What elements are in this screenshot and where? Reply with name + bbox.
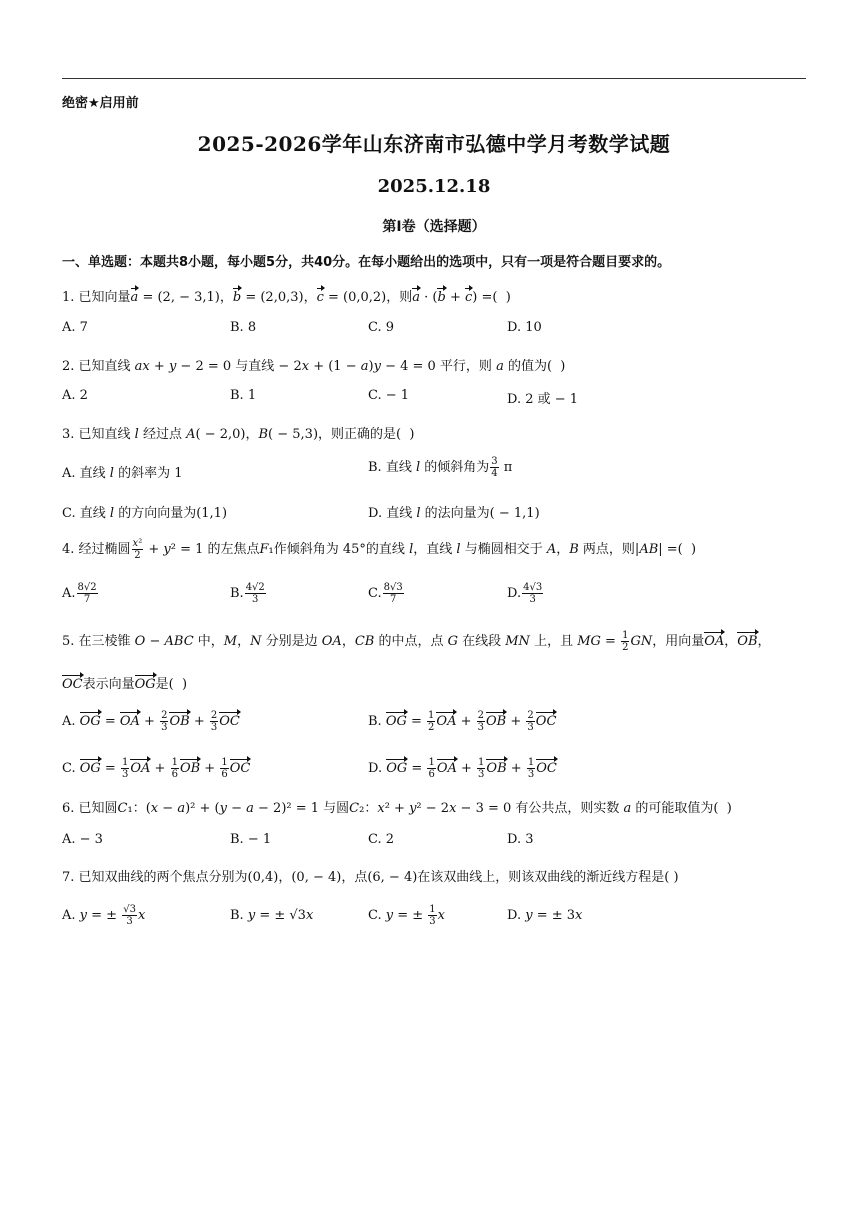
- q1-option-c: C. 9: [368, 320, 395, 335]
- q2-option-c: C. − 1: [368, 388, 410, 403]
- part-heading: 第Ⅰ卷（选择题）: [382, 219, 486, 235]
- q5-option-b: B. OG = $\frac{1}{2}$ OA + $\frac{2}{3}$ OB + $\frac{2}{3}$ OC: [368, 710, 557, 733]
- q2-option-d: D. 2 或 − 1: [507, 392, 579, 407]
- q4-option-b: B. $\frac{4√2}{3}$: [230, 582, 265, 605]
- q4-option-a: A. $\frac{8√2}{7}$: [62, 582, 97, 605]
- q1-option-b: B. 8: [230, 320, 257, 335]
- q3-option-b: B. 直线 l 的倾斜角为 $\frac{3}{4}$ π: [368, 456, 513, 479]
- section-heading: 一、单选题：本题共8小题，每小题5分，共40分。在每小题给出的选项中，只有一项是符合题目要求的。: [62, 255, 671, 270]
- q6-option-a: A. − 3: [62, 832, 103, 847]
- q3-option-c: C. 直线 l 的方向向量为(1,1): [62, 506, 228, 521]
- exam-date: 2025.12.18: [377, 176, 491, 197]
- question-7: 7. 已知双曲线的两个焦点分别为(0,4)，(0, − 4)，点(6, − 4)在该双曲线上，则该双曲线的渐近线方程是( ): [62, 870, 679, 885]
- q7-option-d: D. y = ± 3x: [507, 908, 583, 923]
- q3-option-a: A. 直线 l 的斜率为 1: [62, 466, 183, 481]
- q3-option-d: D. 直线 l 的法向量为( − 1,1): [368, 506, 540, 521]
- question-3: 3. 已知直线 l 经过点 A( − 2,0)，B( − 5,3)，则正确的是( ): [62, 427, 415, 442]
- q7-option-c: C. y = ± $\frac{1}{3}$ x: [368, 904, 446, 927]
- q5-option-a: A. OG = OA + $\frac{2}{3}$ OB + $\frac{2}{3}$ OC: [62, 710, 240, 733]
- question-5-cont: OC表示向量OG是( ): [62, 677, 188, 692]
- q6-option-d: D. 3: [507, 832, 534, 847]
- q4-option-c: C. $\frac{8√3}{7}$: [368, 582, 403, 605]
- q7-option-a: A. y = ± $\frac{√3}{3}$ x: [62, 904, 146, 927]
- question-2: 2. 已知直线 ax + y − 2 = 0 与直线 − 2x + (1 − a)y − 4 = 0 平行，则 a 的值为( ): [62, 359, 566, 374]
- q2-option-a: A. 2: [62, 388, 88, 403]
- question-5: 5. 在三棱锥 O − ABC 中，M，N 分别是边 OA，CB 的中点，点 G 在线段 MN 上，且 MG = $\frac{1}{2}$ GN，用向量OA，OB，: [62, 630, 771, 653]
- q7-option-b: B. y = ± √3x: [230, 908, 314, 923]
- q5-option-c: C. OG = $\frac{1}{3}$ OA + $\frac{1}{6}$ OB + $\frac{1}{6}$ OC: [62, 757, 251, 780]
- header-rule: [62, 78, 806, 79]
- q6-option-c: C. 2: [368, 832, 395, 847]
- question-6: 6. 已知圆C₁：(x − a)² + (y − a − 2)² = 1 与圆C₂：x² + y² − 2x − 3 = 0 有公共点，则实数 a 的可能取值为( ): [62, 801, 732, 816]
- question-1: 1. 已知向量a = (2, − 3,1)，b = (2,0,3)，c = (0,0,2)，则a · (b + c) =( ): [62, 290, 511, 305]
- confidential-label: 绝密★启用前: [62, 96, 139, 111]
- question-4: 4. 经过椭圆 $\frac{\text{x²}}{2}$ + y² = 1 的左焦点F₁作倾斜角为 45°的直线 l，直线 l 与椭圆相交于 A，B 两点，则|AB| =( ): [62, 538, 697, 561]
- q5-option-d: D. OG = $\frac{1}{6}$ OA + $\frac{1}{3}$ OB + $\frac{1}{3}$ OC: [368, 757, 557, 780]
- q2-option-b: B. 1: [230, 388, 257, 403]
- q1-option-d: D. 10: [507, 320, 542, 335]
- q4-option-d: D. $\frac{4√3}{3}$: [507, 582, 543, 605]
- exam-title: 2025-2026学年山东济南市弘德中学月考数学试题: [197, 132, 671, 156]
- q1-option-a: A. 7: [62, 320, 88, 335]
- q6-option-b: B. − 1: [230, 832, 272, 847]
